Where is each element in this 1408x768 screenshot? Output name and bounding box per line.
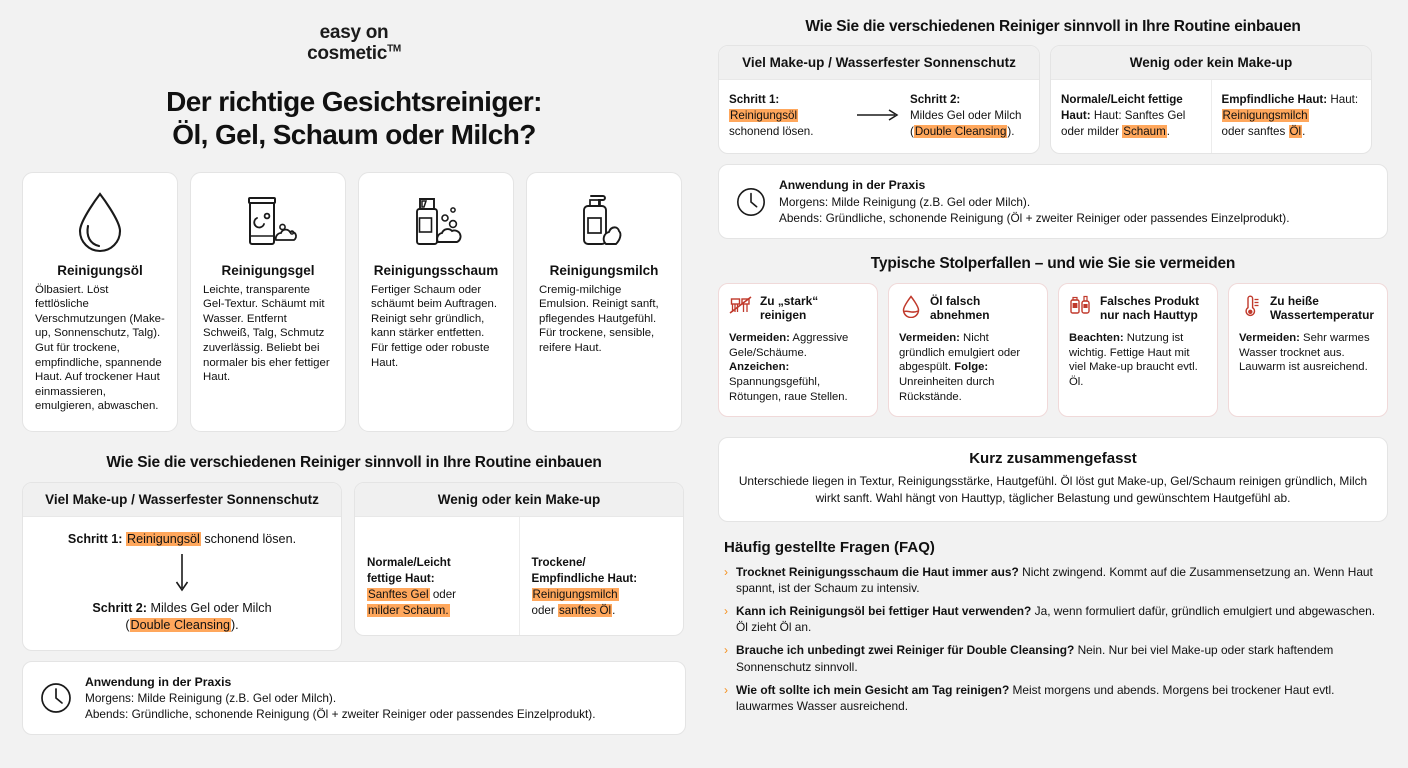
pitfalls-heading: Typische Stolperfallen – und wie Sie sie vermeiden: [870, 254, 1236, 272]
skin-type-normal-oily: [1051, 80, 1212, 153]
right-column: [704, 0, 1408, 768]
pitfall-body: [1239, 331, 1377, 375]
pitfall-card: [888, 283, 1048, 417]
routine-box-heading: Wenig oder kein Make-up: [1051, 46, 1371, 80]
skin-b-label-line-1: Trockene/: [531, 555, 586, 569]
pitfall-title: [760, 294, 818, 323]
brand-logo: [22, 22, 686, 65]
step-1-highlight: Reinigungsöl: [730, 108, 798, 122]
routine-box-body: [719, 80, 1039, 153]
routine-heading-right: Wie Sie die verschiedenen Reiniger sinnvoll in Ihre Routine einbauen: [805, 18, 1301, 35]
pitfall-text-1: Nicht gründlich emulgiert oder abgespült.: [899, 331, 1021, 374]
faq-answer: Ja, wenn formuliert dafür, gründlich emulgiert und abgewaschen. Öl zieht Öl an.: [736, 604, 1376, 635]
skin-type-dry-sensitive: [1212, 80, 1372, 153]
pitfall-body: [1069, 331, 1207, 390]
crossed-scrub-icon: [729, 294, 753, 318]
faq-question: Wie oft sollte ich mein Gesicht am Tag reinigen?: [736, 682, 1010, 697]
product-description: Leichte, transparente Gel-Textur. Schäumt mit Wasser. Entfernt Schweiß, Talg, Schmutz zuverlässig. Beliebt bei normaler bis eher fettiger Haut.: [203, 283, 330, 384]
pitfall-card: [718, 283, 878, 417]
skin-label: Normale/Leicht fettige Haut:: [1061, 93, 1183, 122]
pitfall-title-line-2: Wassertemperatur: [1270, 308, 1374, 323]
skin-type-dry-sensitive: [520, 517, 684, 635]
foam-bottle-icon: [405, 187, 467, 257]
practice-note-line-2: Abends: Gründliche, schonende Reinigung (Öl + zweiter Reiniger oder passendes Einzelprodukt).: [779, 210, 1290, 225]
thermometer-icon: [1239, 294, 1263, 318]
skin-type-normal-oily: [355, 517, 520, 635]
pitfall-title-line-1: Zu „stark“: [760, 293, 819, 308]
skin-label-line-1: Normale/Leicht: [367, 555, 451, 569]
pitfall-card-header: [729, 294, 867, 323]
product-name: Reinigungsöl: [57, 262, 143, 278]
faq-item[interactable]: [724, 682, 1382, 714]
faq-question: Brauche ich unbedingt zwei Reiniger für Double Cleansing?: [736, 643, 1075, 658]
faq-list: [724, 564, 1382, 715]
skin-b-inline-pre: Haut:: [1330, 93, 1359, 106]
pitfall-card-header: [1239, 294, 1377, 323]
oil-drop-red-icon: [899, 294, 923, 318]
skin-b-inline-highlight-2: Öl: [1289, 124, 1302, 138]
product-card: [190, 172, 346, 432]
routine-box: [22, 482, 342, 651]
routine-step-2: [910, 92, 1029, 139]
product-card-list: [22, 172, 686, 432]
step-2-highlight: Double Cleansing: [130, 617, 230, 632]
skin-a-inline-post: .: [1166, 124, 1170, 138]
routine-skin-split: [355, 517, 683, 635]
faq-answer: Nein. Nur bei viel Make-up oder stark haftendem Sonnenschutz sinnvoll.: [736, 643, 1334, 674]
step-2-label: Schritt 2:: [910, 93, 961, 106]
pitfall-body: [899, 331, 1037, 404]
faq-item-text: [736, 642, 1382, 674]
summary-line-1: Unterschiede liegen in Textur, Reinigungsstärke, Hautgefühl. Öl löst gut Make-up, Gel/Schaum reinigen: [738, 474, 1282, 489]
pitfall-title-line-2: nur nach Hauttyp: [1100, 308, 1198, 323]
faq-heading: Häufig gestellte Fragen (FAQ): [724, 538, 935, 556]
practice-note-left: [22, 661, 686, 736]
brand-line-2: cosmetic™: [307, 43, 401, 65]
step-1-tail: schonend lösen.: [729, 124, 814, 138]
step-2-paren-close: ).: [230, 617, 239, 632]
gel-tube-icon: [237, 187, 299, 257]
page-title-line-1: Der richtige Gesichtsreiniger:: [166, 85, 542, 117]
routine-column-light-makeup: [354, 482, 684, 651]
milk-pump-icon: [573, 187, 635, 257]
pitfall-card: [1058, 283, 1218, 417]
faq-item[interactable]: [724, 564, 1382, 596]
summary-card: [718, 437, 1388, 521]
faq-item-text: [736, 564, 1382, 596]
routine-box-heading: Viel Make-up / Wasserfester Sonnenschutz: [23, 483, 341, 517]
pitfall-label-1: Vermeiden:: [899, 331, 960, 344]
practice-note-line-1: Morgens: Milde Reinigung (z.B. Gel oder Milch).: [779, 194, 1031, 209]
skin-b-label-line-2: Empfindliche Haut:: [531, 571, 638, 585]
routine-heading-left: Wie Sie die verschiedenen Reiniger sinnvoll in Ihre Routine einbauen: [106, 453, 602, 471]
routine-step-2: [37, 600, 327, 634]
product-description: Ölbasiert. Löst fettlösliche Verschmutzungen (Make-up, Sonnenschutz, Talg). Gut für trockene, empfindliche, spannende Haut. Auf trockener Haut einmassieren, emulgieren, abwaschen.: [35, 283, 165, 413]
product-name: Reinigungsschaum: [373, 262, 499, 278]
product-description: Fertiger Schaum oder schäumt beim Auftragen. Reinigt sehr gründlich, kann stärker entfetten. Für fettige oder robuste Haut.: [371, 283, 497, 369]
pitfall-title: [1270, 294, 1374, 323]
skin-b-highlight-2: sanftes Öl: [558, 603, 612, 617]
chevron-right-icon: ›: [724, 564, 728, 579]
pitfall-title: [1100, 294, 1199, 323]
routine-box-body: [23, 517, 341, 650]
routine-skin-split: [1051, 80, 1371, 153]
page-title: [22, 85, 686, 151]
pitfall-label-1: Vermeiden:: [1239, 331, 1300, 344]
routine-column-light-makeup-right: [1050, 45, 1372, 154]
chevron-right-icon: ›: [724, 682, 728, 697]
arrow-right-icon: [854, 92, 904, 122]
product-description: Cremig-milchige Emulsion. Reinigt sanft, pflegendes Hautgefühl. Für trockene, sensible, reifere Haut.: [539, 283, 659, 354]
pitfall-label-2: Folge:: [954, 361, 989, 374]
routine-box-heading: Wenig oder kein Make-up: [355, 483, 683, 517]
faq-section: [718, 539, 1388, 715]
faq-item-text: [736, 603, 1382, 635]
faq-item-text: [736, 682, 1382, 714]
skin-b-post: .: [612, 603, 616, 617]
routine-box-heading: Viel Make-up / Wasserfester Sonnenschutz: [719, 46, 1039, 80]
trademark-symbol: TM: [387, 43, 401, 55]
pitfall-label-1: Vermeiden:: [729, 331, 790, 344]
routine-column-heavy-makeup: [22, 482, 342, 651]
practice-note-text: [779, 177, 1290, 226]
pitfall-card-header: [1069, 294, 1207, 323]
pitfall-label-2: Anzeichen:: [729, 361, 790, 374]
faq-answer: Nicht zwingend. Kommt auf die Zusammensetzung an. Wenn Haut spannt, ist der Schaum zu intensiv.: [736, 564, 1373, 595]
pitfall-text-1: Sehr warmes Wasser trocknet aus. Lauwarm ist ausreichend.: [1239, 331, 1370, 374]
summary-heading: Kurz zusammengefasst: [969, 450, 1137, 468]
product-card: [358, 172, 514, 432]
practice-note-line-1: Morgens: Milde Reinigung (z.B. Gel oder Milch).: [85, 691, 337, 706]
pitfall-text-1: Aggressive Gele/Schäume.: [729, 331, 849, 359]
pitfall-label-1: Beachten:: [1069, 331, 1124, 344]
arrow-down-icon: [37, 554, 327, 596]
step-2-highlight: Double Cleansing: [914, 124, 1007, 138]
pitfall-text-2: Unreinheiten durch Rückstände.: [899, 376, 995, 403]
pitfall-title-line-1: Zu heiße: [1270, 293, 1319, 308]
practice-note-text: [85, 674, 596, 723]
step-2-paren-close: ).: [1007, 124, 1015, 138]
practice-note-line-2: Abends: Gründliche, schonende Reinigung (Öl + zweiter Reiniger oder passendes Einzelprodukt).: [85, 707, 596, 722]
step-2-label: Schritt 2:: [92, 600, 147, 615]
routine-box: [1050, 45, 1372, 154]
step-1-label: Schritt 1:: [67, 531, 123, 546]
faq-answer: Meist morgens und abends. Morgens bei trockener Haut evtl. lauwarmes Wasser ausreichend.: [736, 682, 1335, 713]
skin-b-inline-mid: oder sanftes: [1221, 124, 1289, 138]
skin-b-middle: oder: [531, 603, 558, 617]
practice-note-right: [718, 164, 1388, 239]
step-1-label: Schritt 1:: [729, 93, 780, 106]
skin-a-middle: oder: [429, 587, 457, 601]
pitfall-title-line-2: abnehmen: [930, 308, 990, 323]
clock-icon: [735, 186, 767, 218]
faq-item[interactable]: [724, 642, 1382, 674]
pitfall-card-header: [899, 294, 1037, 323]
product-name: Reinigungsgel: [221, 262, 315, 278]
routine-box: [354, 482, 684, 636]
summary-line-2: gründlich, Milch wirkt sanft. Wahl hängt von Hauttyp, täglicher Belastung und gewünschtem Hautgefühl ab.: [815, 474, 1368, 505]
pitfall-title-line-1: Falsches Produkt: [1100, 293, 1200, 308]
practice-note-heading: Anwendung in der Praxis: [779, 178, 926, 193]
pitfall-text-1: Nutzung ist wichtig. Fettige Haut mit viel Make-up braucht evtl. Öl.: [1069, 331, 1198, 388]
pitfall-title-line-1: Öl falsch: [930, 293, 981, 308]
clock-icon: [39, 681, 73, 715]
routine-left-block: [22, 482, 686, 651]
product-card: [22, 172, 178, 432]
oil-drop-icon: [74, 187, 126, 257]
routine-box: [718, 45, 1040, 154]
pitfall-card: [1228, 283, 1388, 417]
routine-right-block: [718, 45, 1388, 154]
routine-step-1: [729, 92, 848, 139]
step-1-tail: schonend lösen.: [204, 531, 297, 546]
pitfall-body: [729, 331, 867, 404]
summary-text: [737, 473, 1369, 506]
pitfall-card-list: [718, 283, 1388, 417]
skin-label-line-2: fettige Haut:: [367, 571, 435, 585]
chevron-right-icon: ›: [724, 604, 728, 619]
skin-a-highlight-2: milder Schaum.: [368, 603, 449, 617]
skin-a-highlight-1: Sanftes Gel: [368, 587, 429, 601]
step-2-paren-open: (: [910, 124, 914, 138]
routine-step-1: [37, 531, 327, 548]
step-2-text: Mildes Gel oder Milch: [910, 108, 1022, 122]
product-card: [526, 172, 682, 432]
skin-b-inline-highlight: Reinigungsmilch: [1222, 108, 1308, 122]
step-1-highlight: Reinigungsöl: [127, 531, 200, 546]
pitfall-text-2: Spannungsgefühl, Rötungen, raue Stellen.: [729, 376, 848, 403]
skin-b-label: Empfindliche Haut:: [1221, 93, 1328, 106]
brand-line-1: easy on: [319, 22, 389, 43]
pitfall-title: [930, 294, 989, 323]
skin-b-inline-post: .: [1302, 124, 1306, 138]
skin-a-inline-pre: Haut: Sanftes Gel oder milder: [1061, 108, 1186, 138]
skin-a-inline-highlight: Schaum: [1123, 124, 1166, 138]
two-products-icon: [1069, 294, 1093, 318]
pitfall-title-line-2: reinigen: [760, 308, 807, 323]
product-name: Reinigungsmilch: [549, 262, 659, 278]
chevron-right-icon: ›: [724, 643, 728, 658]
routine-column-heavy-makeup-right: [718, 45, 1040, 154]
step-2-paren-open: (: [125, 617, 130, 632]
faq-question: Kann ich Reinigungsöl bei fettiger Haut verwenden?: [736, 604, 1032, 619]
faq-item[interactable]: [724, 603, 1382, 635]
page-title-line-2: Öl, Gel, Schaum oder Milch?: [172, 118, 536, 150]
skin-b-highlight-1: Reinigungsmilch: [532, 587, 618, 601]
practice-note-heading: Anwendung in der Praxis: [85, 674, 232, 689]
step-2-text: Mildes Gel oder Milch: [150, 600, 272, 615]
faq-question: Trocknet Reinigungsschaum die Haut immer aus?: [736, 564, 1019, 579]
